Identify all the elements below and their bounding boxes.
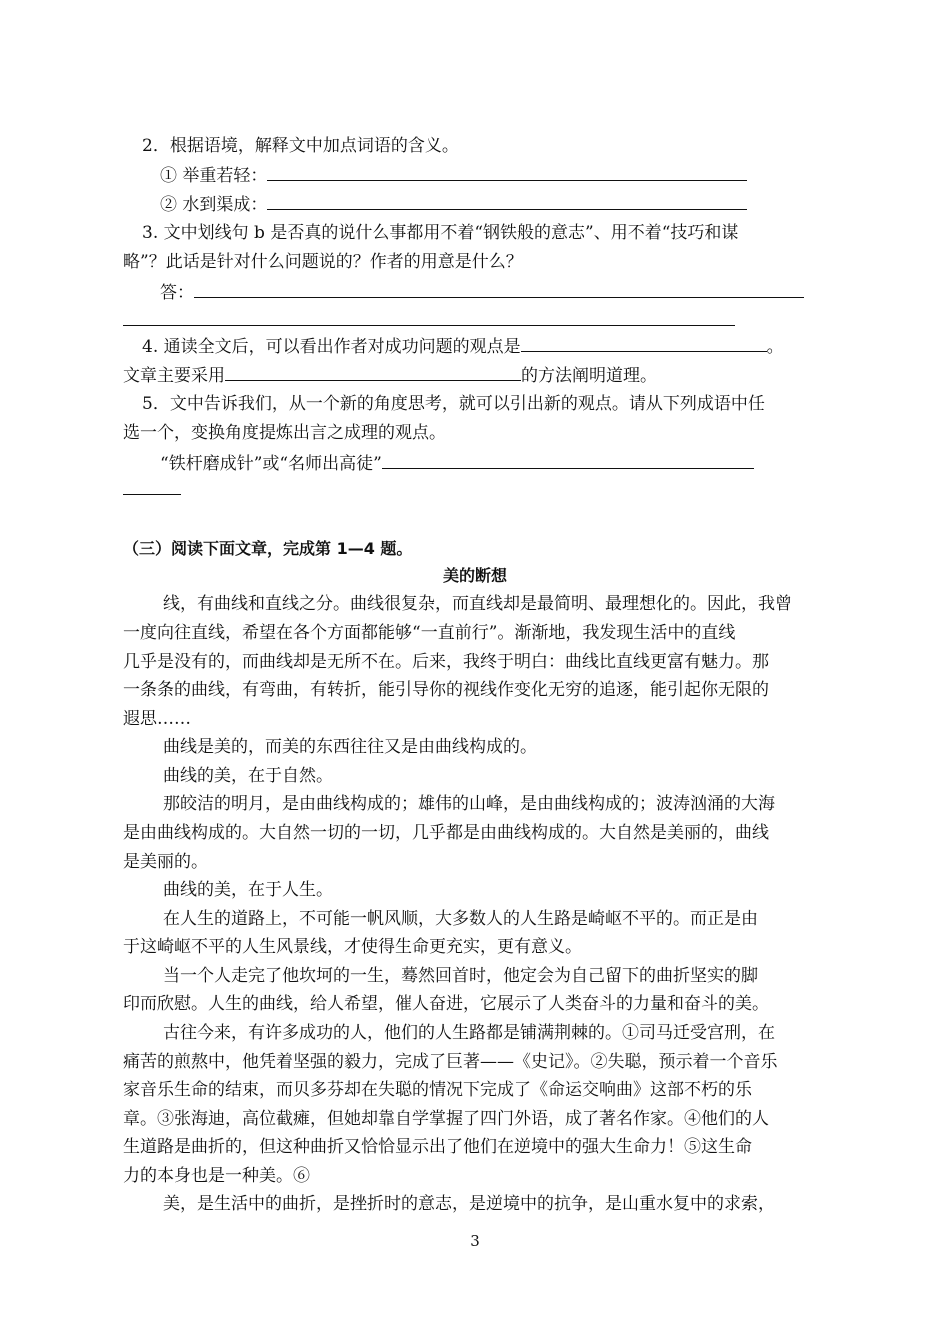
article-line: 线，有曲线和直线之分。曲线很复杂，而直线却是最简明、最理想化的。因此，我曾 [163,594,792,614]
section-heading: （三）阅读下面文章，完成第 1—4 题。 [123,539,413,558]
q4-part-2-end: 的方法阐明道理。 [521,366,657,386]
q3-line-2: 略”？此话是针对什么问题说的？作者的用意是什么？ [123,252,523,272]
q5-blank-1[interactable] [382,451,754,469]
q2-item-1 [160,163,747,187]
article-line: 生道路是曲折的，但这种曲折又恰恰显示出了他们在逆境中的强大生命力！⑤这生命 [123,1137,752,1157]
article-line: 力的本身也是一种美。⑥ [123,1166,310,1186]
q2-prompt: 2．根据语境，解释文中加点词语的含义。 [142,136,459,156]
q4-line-2 [123,363,657,387]
q4-part-2: 文章主要采用 [123,366,225,386]
q4-part-1-end: 。 [766,337,784,357]
article-line: 曲线是美的，而美的东西往往又是由曲线构成的。 [163,737,537,757]
q2-item-1-label: ① 举重若轻： [160,166,268,186]
q5-options-text: “铁杆磨成针”或“名师出高徒” [160,454,382,474]
article-line: 当一个人走完了他坎坷的一生，蓦然回首时，他定会为自己留下的曲折坚实的脚 [163,966,758,986]
article-line: 是由曲线构成的。大自然一切的一切，几乎都是由曲线构成的。大自然是美丽的，曲线 [123,823,769,843]
article-line: 印而欣慰。人生的曲线，给人希望，催人奋进，它展示了人类奋斗的力量和奋斗的美。 [123,994,769,1014]
article-line: 于这崎岖不平的人生风景线，才使得生命更充实，更有意义。 [123,937,582,957]
article-line: 曲线的美，在于人生。 [163,880,333,900]
q5-line-2: 选一个，变换角度提炼出言之成理的观点。 [123,423,446,443]
q5-blank-2[interactable] [123,494,181,495]
q4-blank-2[interactable] [225,363,521,381]
article-line: 章。③张海迪，高位截瘫，但她却靠自学掌握了四门外语，成了著名作家。④他们的人 [123,1109,769,1129]
q5-options [160,451,754,475]
article-line: 一条条的曲线，有弯曲，有转折，能引导你的视线作变化无穷的追逐，能引起你无限的 [123,680,769,700]
article-line: 曲线的美，在于自然。 [163,766,333,786]
article-title: 美的断想 [442,566,507,585]
article-line: 美，是生活中的曲折，是挫折时的意志，是逆境中的抗争，是山重水复中的求索， [163,1194,775,1214]
article-line: 是美丽的。 [123,852,208,872]
q2-item-1-blank[interactable] [267,163,747,181]
article-line: 古往今来，有许多成功的人，他们的人生路都是铺满荆棘的。①司马迁受宫刑，在 [163,1023,775,1043]
q2-item-2-label: ② 水到渠成： [160,195,268,215]
q2-item-2 [160,192,747,216]
page-number: 3 [470,1232,480,1250]
q3-answer [160,280,804,304]
q3-answer-blank-2[interactable] [123,325,735,326]
q4-line-1 [142,334,784,358]
q3-answer-label: 答： [160,283,194,303]
article-line: 那皎洁的明月，是由曲线构成的；雄伟的山峰，是由曲线构成的；波涛汹涌的大海 [163,794,775,814]
article-line: 在人生的道路上，不可能一帆风顺，大多数人的人生路是崎岖不平的。而正是由 [163,909,758,929]
q2-item-2-blank[interactable] [267,192,747,210]
q4-part-1: 4. 通读全文后，可以看出作者对成功问题的观点是 [142,337,521,357]
q3-line-1: 3. 文中划线句 b 是否真的说什么事都用不着“钢铁般的意志”、用不着“技巧和谋 [142,223,739,243]
article-line: 几乎是没有的，而曲线却是无所不在。后来，我终于明白：曲线比直线更富有魅力。那 [123,652,769,672]
q3-answer-blank-1[interactable] [194,280,804,298]
q5-line-1: 5．文中告诉我们，从一个新的角度思考，就可以引出新的观点。请从下列成语中任 [142,394,765,414]
q4-blank-1[interactable] [521,334,767,352]
article-line: 家音乐生命的结束，而贝多芬却在失聪的情况下完成了《命运交响曲》这部不朽的乐 [123,1080,752,1100]
article-line: 痛苦的煎熬中，他凭着坚强的毅力，完成了巨著——《史记》。②失聪，预示着一个音乐 [123,1052,778,1072]
article-line: 一度向往直线，希望在各个方面都能够“一直前行”。渐渐地，我发现生活中的直线 [123,623,736,643]
article-line: 遐思…… [123,709,191,729]
